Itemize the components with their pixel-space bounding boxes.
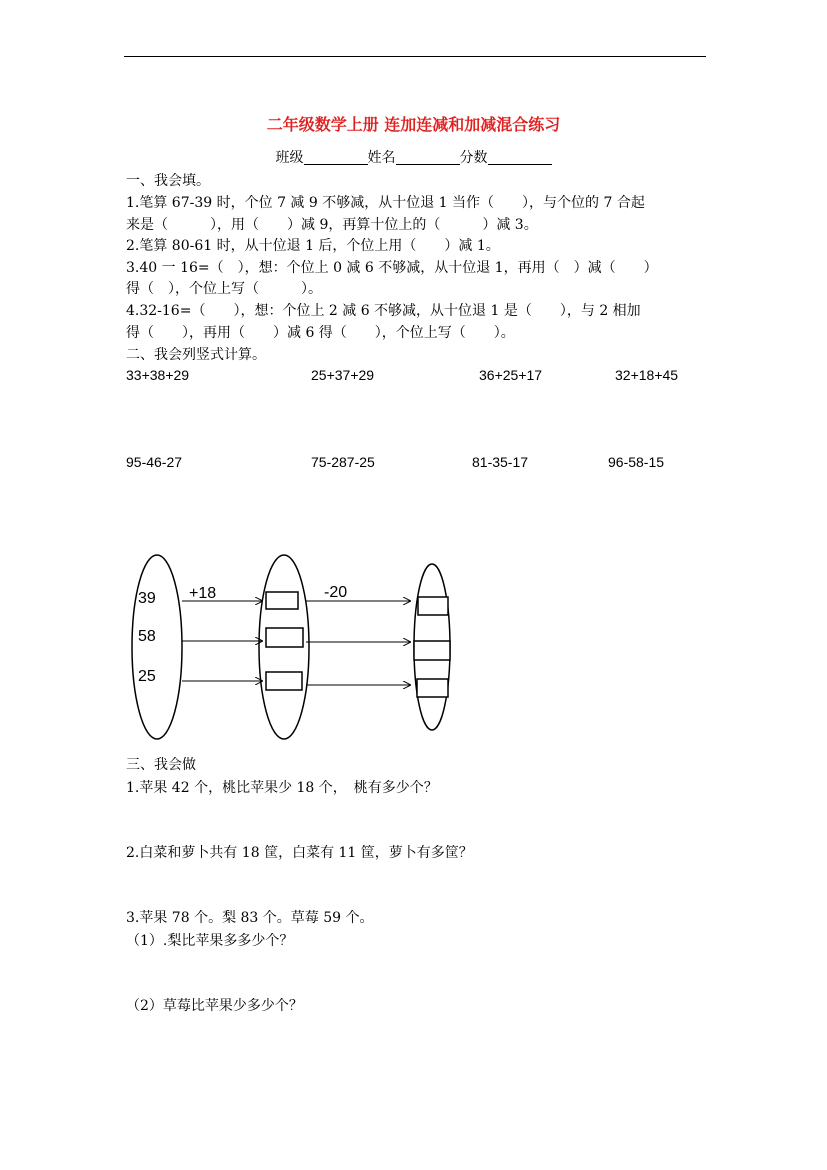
- section3-heading: 三、我会做: [126, 757, 196, 773]
- word-problem: 1.苹果 42 个，桃比苹果少 18 个， 桃有多少个？: [126, 780, 438, 796]
- answer-box[interactable]: [418, 597, 448, 615]
- answer-box[interactable]: [414, 641, 450, 660]
- calc-problem: 25+37+29: [311, 367, 375, 383]
- operation-label-plus: +18: [189, 585, 217, 602]
- section1-line: 1.笔算 67-39 时，个位 7 减 9 不够减，从十位退 1 当作（ ），与个位的 7 合起: [126, 195, 645, 211]
- section1-line: 2.笔算 80-61 时，从十位退 1 后，个位上用（ ）减 1。: [126, 238, 500, 254]
- answer-box[interactable]: [266, 628, 303, 647]
- input-number: 58: [138, 628, 156, 645]
- calc-problem: 81-35-17: [472, 454, 529, 470]
- word-subproblem: （1）.梨比苹果多多少个？: [126, 933, 294, 949]
- input-number: 39: [138, 590, 156, 607]
- answer-box[interactable]: [266, 592, 298, 609]
- calc-problem: 75-287-25: [311, 454, 375, 470]
- input-oval: [132, 555, 182, 739]
- word-subproblem: （2）草莓比苹果少多少个？: [126, 998, 303, 1014]
- calc-problem: 96-58-15: [608, 454, 665, 470]
- answer-box[interactable]: [266, 672, 302, 690]
- page-title: 二年级数学上册 连加连减和加减混合练习: [266, 115, 561, 134]
- section1-line: 来是（ ），用（ ）减 9，再算十位上的（ ）减 3。: [126, 217, 538, 233]
- section1-line: 3.40 一 16=（ ），想：个位上 0 减 6 不够减，从十位退 1，再用（ ）减（ ）: [126, 260, 658, 276]
- section2-heading: 二、我会列竖式计算。: [126, 347, 266, 363]
- calc-problem: 32+18+45: [615, 367, 679, 383]
- answer-box[interactable]: [417, 679, 448, 697]
- section1-line: 得（ ），个位上写（ ）。: [126, 281, 322, 297]
- word-problem: 3.苹果 78 个。梨 83 个。草莓 59 个。: [126, 910, 374, 926]
- score-label: 分数: [459, 150, 488, 166]
- calc-problem: 95-46-27: [126, 454, 183, 470]
- word-problem: 2.白菜和萝卜共有 18 筐，白菜有 11 筐，萝卜有多筐？: [126, 845, 473, 861]
- section1-heading: 一、我会填。: [126, 173, 210, 189]
- section1-line: 4.32-16=（ ），想：个位上 2 减 6 不够减，从十位退 1 是（ ），与 2 相加: [126, 303, 641, 319]
- calc-problem: 33+38+29: [126, 367, 190, 383]
- calc-problem: 36+25+17: [479, 367, 543, 383]
- name-label: 姓名: [367, 150, 396, 166]
- class-label: 班级: [275, 150, 304, 166]
- operation-label-minus: -20: [324, 584, 348, 601]
- input-number: 25: [138, 668, 156, 685]
- section1-line: 得（ ），再用（ ）减 6 得（ ），个位上写（ ）。: [126, 325, 515, 341]
